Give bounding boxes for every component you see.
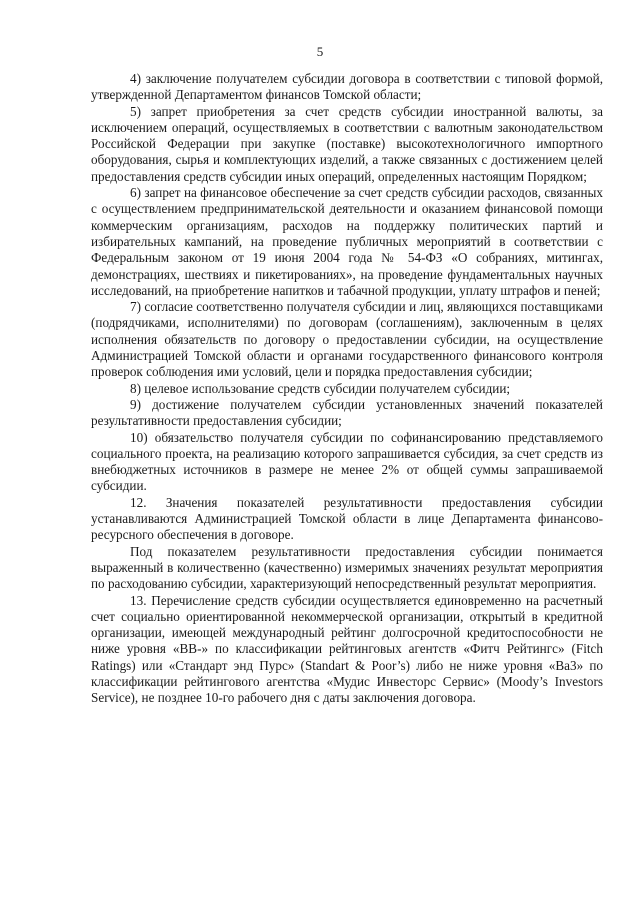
paragraph-item-4: 4) заключение получателем субсидии договора в соответствии с типовой формой, утвержденной Департаментом финансов Томской области; <box>91 71 603 103</box>
paragraph-indicator-definition: Под показателем результативности предоставления субсидии понимается выраженный в количественно (качественно) измеримых значениях результат мероприятия по расходованию субсидии, характеризующий непосредственный результат мероприятия. <box>91 543 603 592</box>
paragraph-section-13: 13. Перечисление средств субсидии осуществляется единовременно на расчетный счет социально ориентированной некоммерческой организации, открытый в кредитной организации, имеющей международный рейтинг долгосрочной кредитоспособности не ниже уровня «ВВ-» по классификации рейтинговых агентств «Фитч Рейтингс» (Fitch Ratings) или «Стандарт энд Пурс» (Standart & Poor’s) либо не ниже уровня «Ba3» по классификации рейтингового агентства «Мудис Инвесторс Сервис» (Moody’s Investors Service), не позднее 10-го рабочего дня с даты заключения договора. <box>91 592 603 706</box>
paragraph-item-10: 10) обязательство получателя субсидии по софинансированию представляемого социального проекта, на реализацию которого запрашивается субсидия, за счет средств из внебюджетных источников в размере не менее 2% от общей суммы запрашиваемой субсидии. <box>91 429 603 494</box>
page-number: 5 <box>316 44 324 59</box>
document-body <box>91 71 603 707</box>
paragraph-item-5: 5) запрет приобретения за счет средств субсидии иностранной валюты, за исключением операций, осуществляемых в соответствии с валютным законодательством Российской Федерации при закупке (поставке) высокотехнологичного импортного оборудования, сырья и комплектующих изделий, а также связанных с достижением целей предоставления средств субсидии иных операций, определенных настоящим Порядком; <box>91 103 603 184</box>
paragraph-item-6: 6) запрет на финансовое обеспечение за счет средств субсидии расходов, связанных с осуществлением предпринимательской деятельности и оказанием финансовой помощи коммерческим организациям, расходов на поддержку политических партий и избирательных кампаний, на проведение публичных мероприятий в соответствии с Федеральным законом от 19 июня 2004 года № 54-ФЗ «О собраниях, митингах, демонстрациях, шествиях и пикетированиях», на проведение фундаментальных научных исследований, на приобретение напитков и табачной продукции, уплату штрафов и пеней; <box>91 185 603 298</box>
paragraph-item-9: 9) достижение получателем субсидии установленных значений показателей результативности предоставления субсидии; <box>91 396 603 429</box>
paragraph-item-7: 7) согласие соответственно получателя субсидии и лиц, являющихся поставщиками (подрядчиками, исполнителями) по договорам (соглашениям), заключенным в целях исполнения обязательств по договору о предоставлении субсидии, на осуществление Администрацией Томской области и органами государственного финансового контроля проверок соблюдения ими условий, цели и порядка предоставления субсидии; <box>91 299 603 380</box>
paragraph-section-12: 12. Значения показателей результативности предоставления субсидии устанавливаются Администрацией Томской области в лице Департамента финансово-ресурсного обеспечения в договоре. <box>91 494 603 543</box>
paragraph-item-8: 8) целевое использование средств субсидии получателем субсидии; <box>130 380 511 396</box>
